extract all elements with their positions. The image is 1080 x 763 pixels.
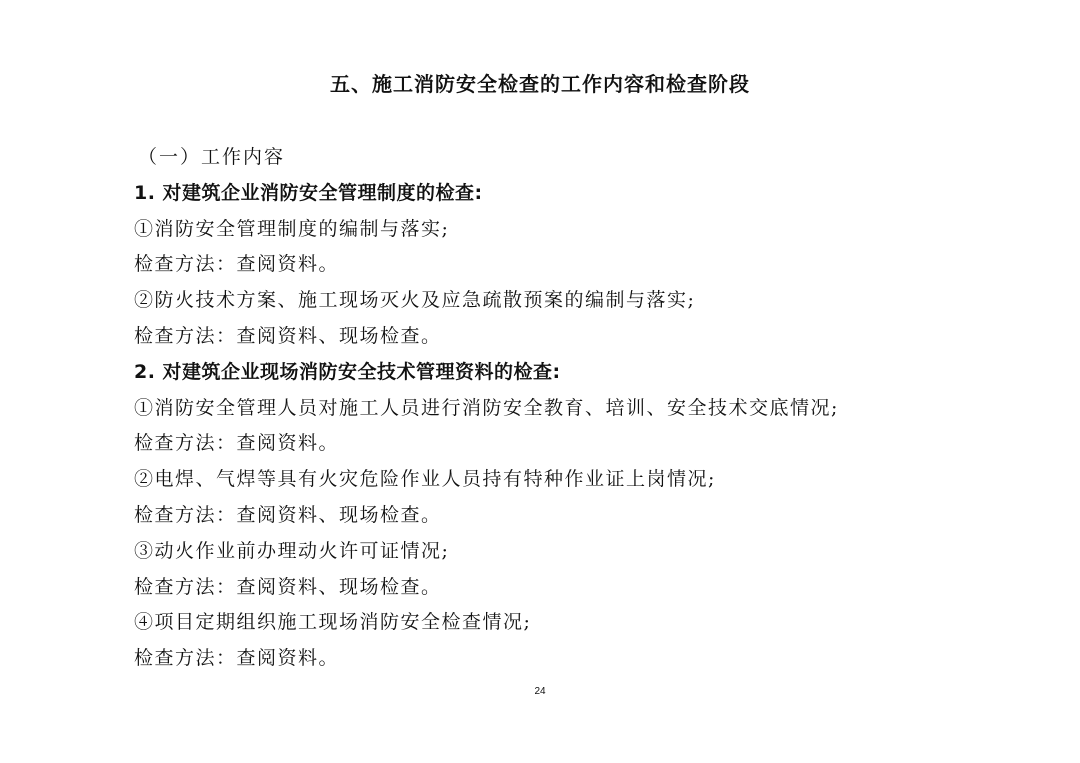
section-heading: 1. 对建筑企业消防安全管理制度的检查:	[134, 181, 483, 204]
check-method: 检查方法：查阅资料。	[134, 647, 340, 670]
check-item: ②电焊、气焊等具有火灾危险作业人员持有特种作业证上岗情况;	[134, 468, 716, 491]
check-item: ③动火作业前办理动火许可证情况;	[134, 539, 450, 562]
check-item: ①消防安全管理制度的编制与落实;	[134, 217, 450, 240]
document-body	[134, 140, 1034, 677]
check-method: 检查方法：查阅资料。	[134, 253, 340, 276]
check-method: 检查方法：查阅资料、现场检查。	[134, 575, 442, 598]
document-title: 五、施工消防安全检查的工作内容和检查阶段	[330, 72, 750, 96]
check-item: ①消防安全管理人员对施工人员进行消防安全教育、培训、安全技术交底情况;	[134, 396, 839, 419]
check-method: 检查方法：查阅资料、现场检查。	[134, 324, 442, 347]
check-item: ②防火技术方案、施工现场灭火及应急疏散预案的编制与落实;	[134, 289, 696, 312]
check-method: 检查方法：查阅资料。	[134, 432, 340, 455]
check-item: ④项目定期组织施工现场消防安全检查情况;	[134, 611, 532, 634]
section-heading: 2. 对建筑企业现场消防安全技术管理资料的检查:	[134, 360, 561, 383]
page-number: 24	[534, 686, 546, 697]
subsection-title: （一）工作内容	[138, 146, 286, 168]
check-method: 检查方法：查阅资料、现场检查。	[134, 503, 442, 526]
